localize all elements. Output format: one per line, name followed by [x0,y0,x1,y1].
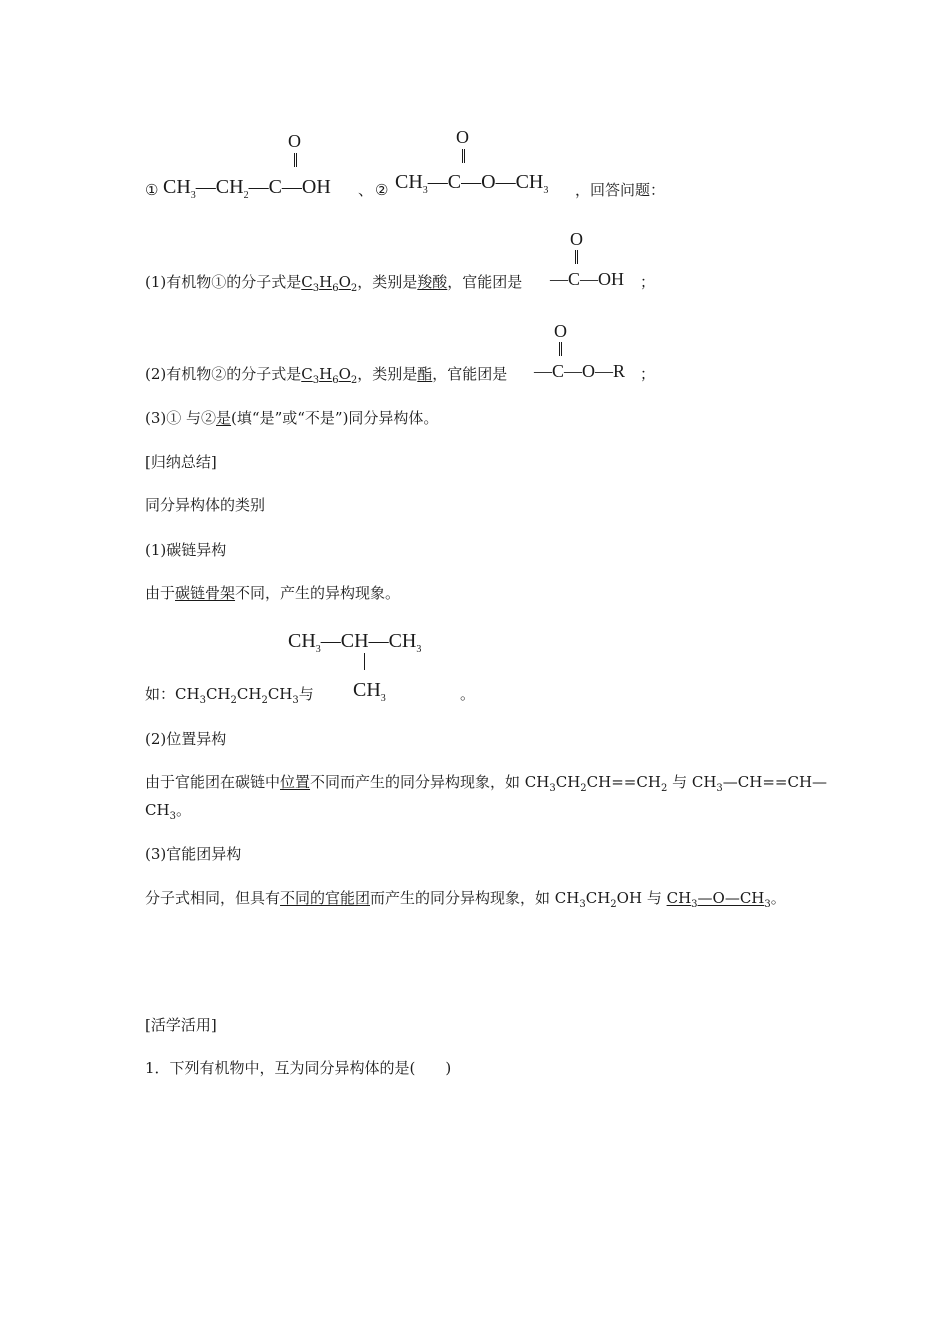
formula2-double-bond [462,149,465,163]
section-1-example: 如：$CH_3CH_2CH_2CH_3$与 [145,685,314,706]
q2-end: ； [640,365,656,383]
intro-tail: ，回答问题： [575,181,666,199]
isobutane-top-row: $CH_3—CH—CH_3$ [288,630,422,655]
q1-end: ； [640,273,656,291]
intro-num1: ① [145,181,159,199]
section-2-title: (2)位置异构 [145,730,227,748]
isobutane-branch-bond [364,653,365,670]
q3-answer: 是 [216,409,232,427]
formula1-carbonyl-oxygen: O [288,131,301,151]
s1-key-answer: 碳链骨架 [175,584,236,602]
isobutane-branch-methyl: $CH_3$ [353,679,386,704]
summary-subheading: 同分异构体的类别 [145,496,266,514]
q1-carboxyl-group: —C—OH [550,269,625,289]
section-2-text: 由于官能团在碳链中位置不同而产生的同分异构现象，如 $CH_3CH_2CH==CH_2$ 与 $CH_3—CH==CH—$ [145,773,828,794]
formula2-carbonyl-oxygen: O [456,127,469,147]
question-1: (1)有机物①的分子式是$C_3H_6O_2$，类别是羧酸，官能团是 [145,273,523,294]
formula1-double-bond [294,153,297,167]
question-3: (3)① 与②是(填“是”或“不是”)同分异构体。 [145,409,439,427]
practice-question-1: 1．下列有机物中，互为同分异构体的是( ) [145,1059,452,1077]
section-1-title: (1)碳链异构 [145,541,227,559]
q2-ester-group: —C—O—R [534,361,626,381]
intro-separator: 、 [358,181,374,199]
q1-carboxyl-oxygen: O [570,229,583,249]
q2-category-answer: 酯 [417,365,433,383]
practice-heading: [活学活用] [145,1016,217,1034]
s2-key-answer: 位置 [280,773,311,791]
section-2-text-line2: $CH_3$。 [145,801,191,822]
section-3-text: 分子式相同，但具有不同的官能团而产生的同分异构现象，如 $CH_3CH_2OH$ 与 $CH_3—O—CH_3$。 [145,889,786,910]
formula-propanoic-acid: $CH_3—CH_2—C—OH$ [163,176,331,201]
q1-category-answer: 羧酸 [417,273,448,291]
q1-formula-answer: $C_3H_6O_2$ [301,273,358,294]
q2-double-bond [559,342,562,356]
q1-double-bond [575,250,578,264]
summary-heading: [归纳总结] [145,453,217,471]
formula-methyl-acetate: $CH_3—C—O—CH_3$ [395,171,549,196]
q2-ester-oxygen: O [554,321,567,341]
q2-formula-answer: $C_3H_6O_2$ [301,365,358,386]
section-1-example-end: 。 [460,685,476,703]
intro-num2: ② [375,181,389,199]
question-2: (2)有机物②的分子式是$C_3H_6O_2$，类别是酯，官能团是 [145,365,508,386]
section-1-text: 由于碳链骨架不同，产生的异构现象。 [145,584,401,602]
s3-key-answer: 不同的官能团 [280,889,371,907]
s3-example-answer: $CH_3—O—CH_3$ [666,889,771,910]
section-3-title: (3)官能团异构 [145,845,242,863]
